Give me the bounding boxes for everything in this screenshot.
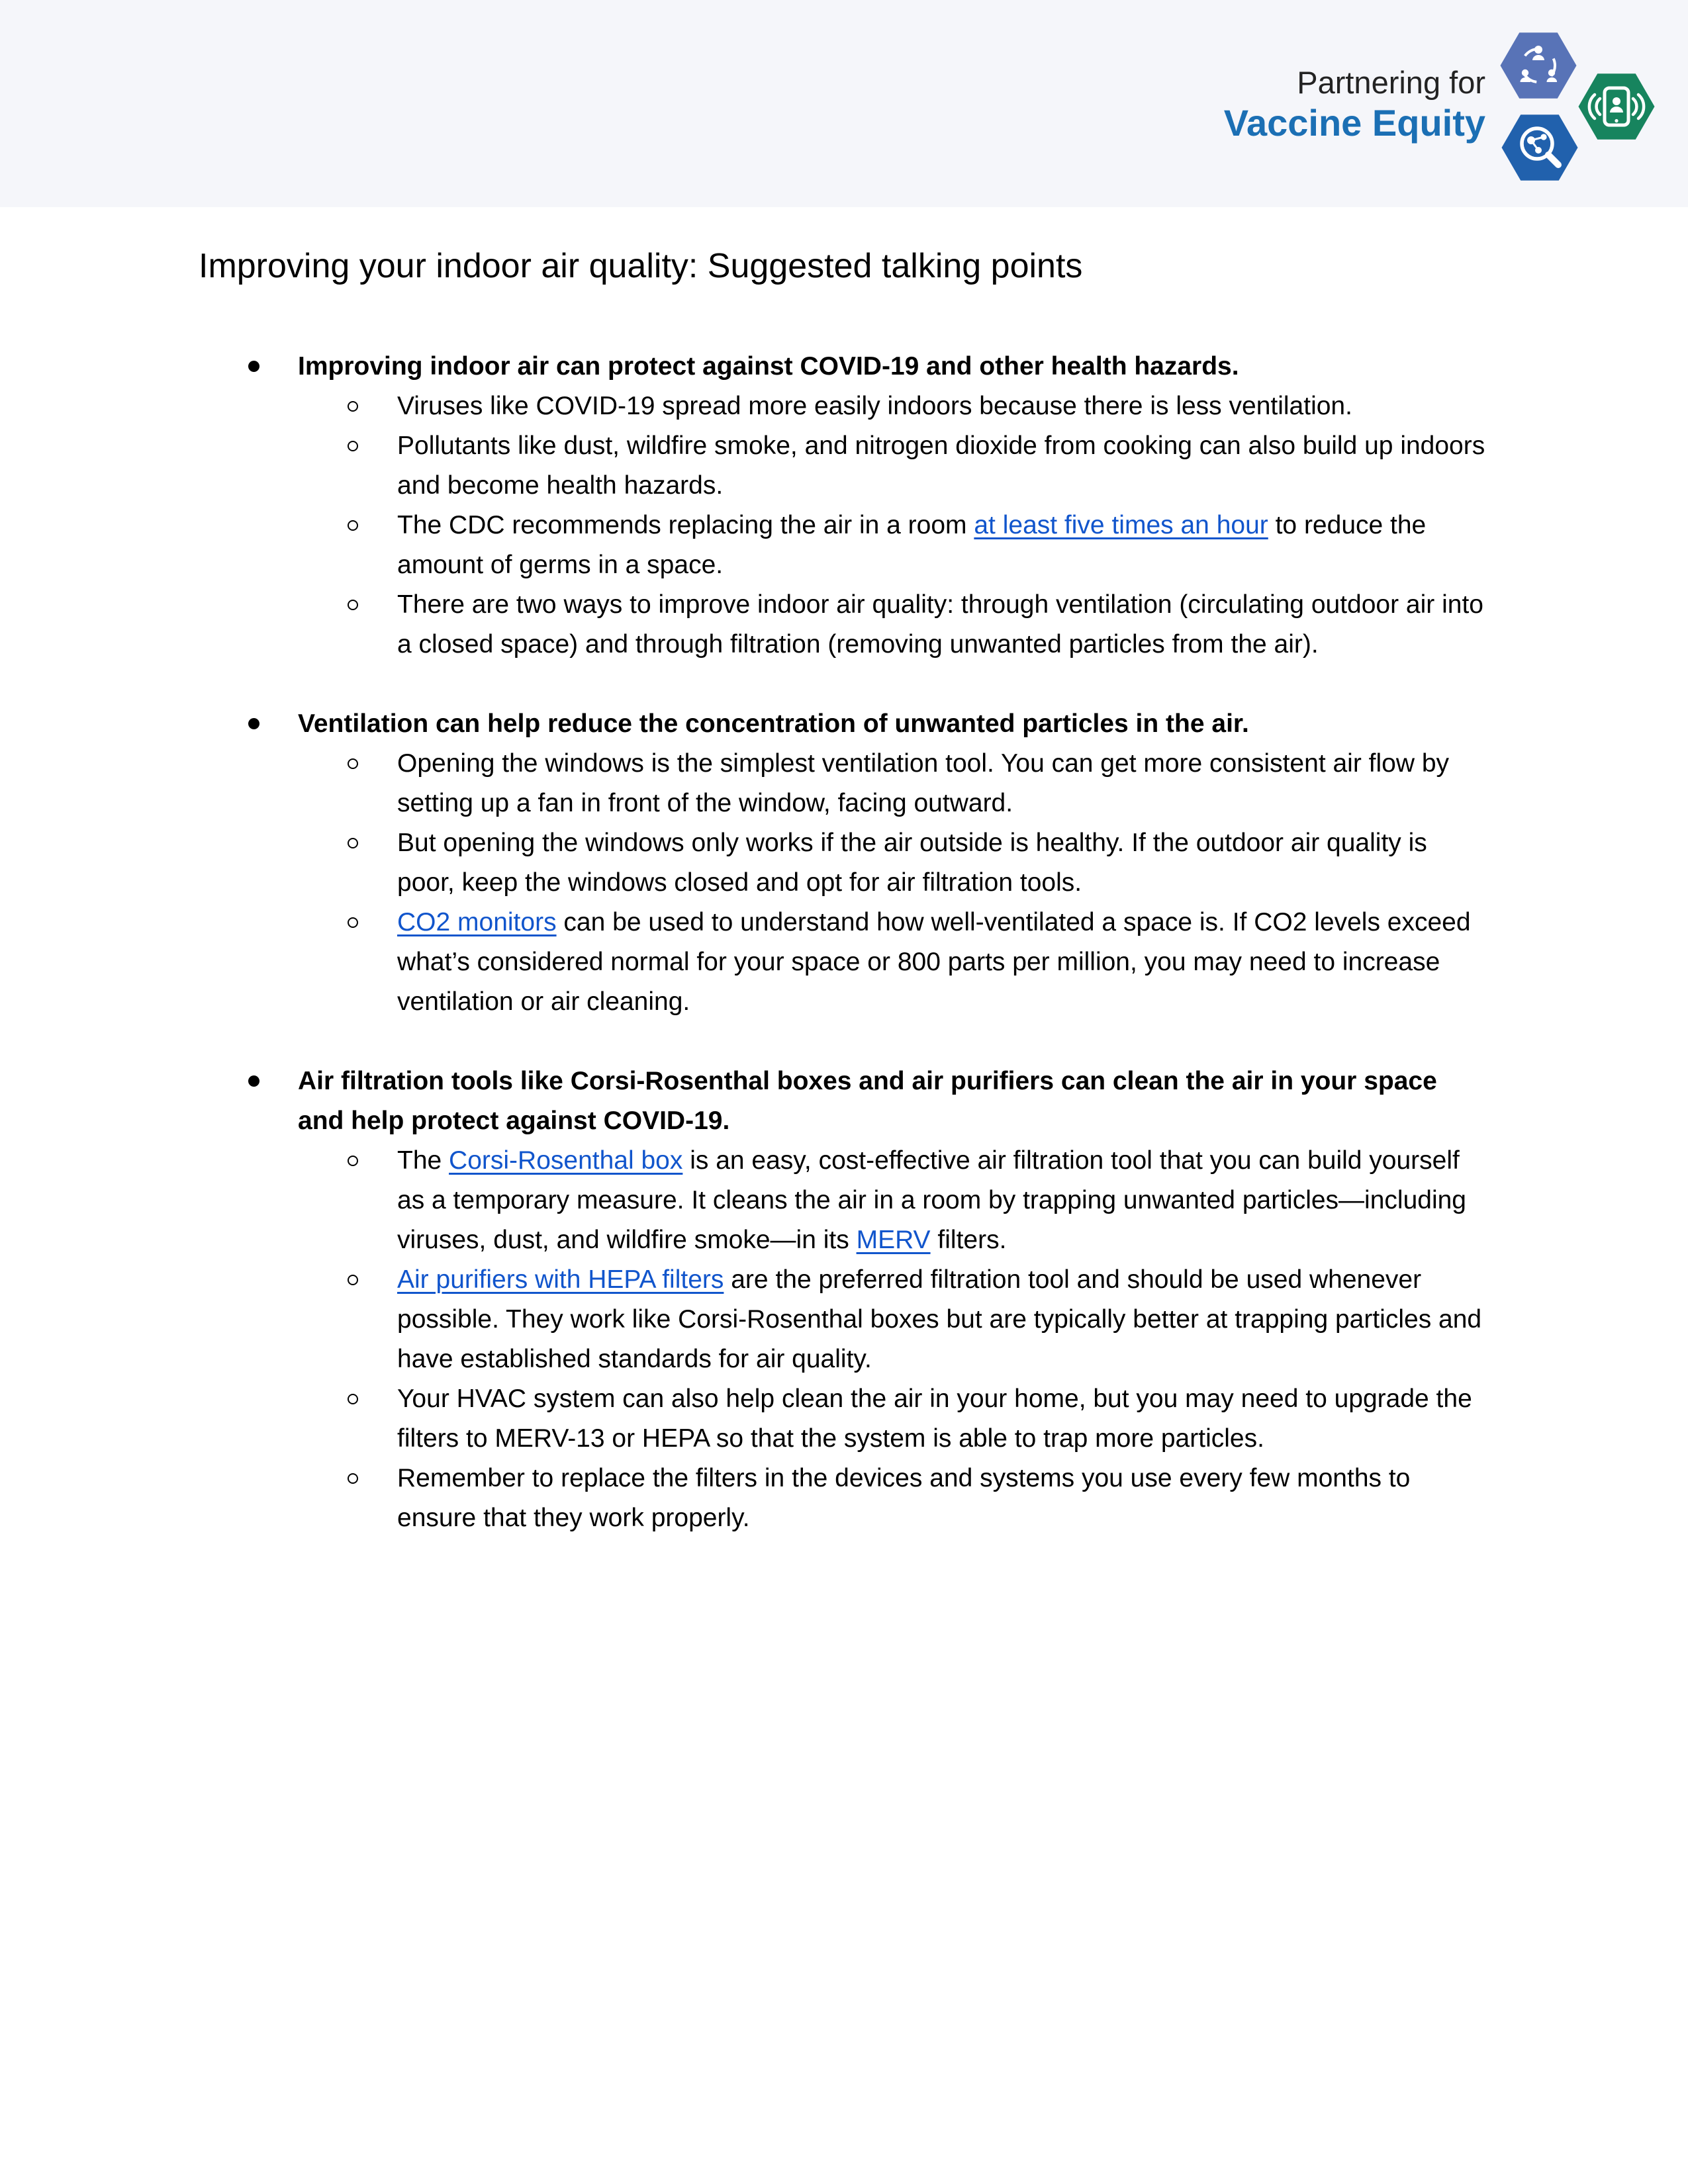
text-run: to reduce the amount of germs in a space. xyxy=(397,511,1427,579)
bullet-disc-icon xyxy=(248,361,259,372)
page-header xyxy=(0,0,1688,207)
sub-bullet-text xyxy=(397,829,1427,897)
brand-wordmark xyxy=(1224,64,1485,144)
page-title: Improving your indoor air quality: Suggested talking points xyxy=(199,247,1083,285)
sub-bullet-text xyxy=(397,1265,1481,1373)
sub-bullet-text xyxy=(397,1464,1410,1532)
bullet-circle-icon xyxy=(348,600,358,610)
sub-bullet-item xyxy=(397,744,1489,823)
bullet-circle-icon xyxy=(348,520,358,531)
section-heading-item xyxy=(298,704,1489,744)
document-body xyxy=(0,207,1688,1538)
bullet-disc-icon xyxy=(248,718,259,729)
text-run: Pollutants like dust, wildfire smoke, and nitrogen dioxide from cooking can also build up indoors and become health hazards. xyxy=(397,432,1485,500)
talking-points-list xyxy=(199,347,1489,1538)
research-magnifier-molecule-icon xyxy=(1502,114,1578,181)
talking-point-section xyxy=(199,347,1489,664)
community-people-circle-icon xyxy=(1501,32,1577,99)
section-heading: Air filtration tools like Corsi-Rosenthal boxes and air purifiers can clean the air in your space and help protect against COVID-19. xyxy=(298,1067,1437,1135)
sub-bullet-item xyxy=(397,903,1489,1022)
bullet-circle-icon xyxy=(348,441,358,451)
sub-bullet-item xyxy=(397,426,1489,506)
inline-link[interactable]: MERV xyxy=(856,1226,931,1254)
brand-line1: Partnering for xyxy=(1297,64,1485,100)
talking-point-section xyxy=(199,704,1489,1022)
sub-bullet-item xyxy=(397,823,1489,903)
bullet-circle-icon xyxy=(348,401,358,412)
text-run: Viruses like COVID-19 spread more easily indoors because there is less ventilation. xyxy=(397,392,1352,420)
bullet-circle-icon xyxy=(348,758,358,769)
sub-bullet-item xyxy=(397,1379,1489,1459)
phone-outreach-icon xyxy=(1579,73,1655,140)
sub-bullet-text xyxy=(397,1385,1472,1453)
inline-link[interactable]: at least five times an hour xyxy=(974,511,1268,539)
sub-bullet-text xyxy=(397,749,1449,817)
text-run: filters. xyxy=(930,1226,1007,1254)
inline-link[interactable]: Air purifiers with HEPA filters xyxy=(397,1265,724,1294)
sub-bullet-text xyxy=(397,908,1471,1016)
section-heading: Improving indoor air can protect against COVID-19 and other health hazards. xyxy=(298,352,1239,381)
sub-bullet-item xyxy=(397,1260,1489,1379)
bullet-circle-icon xyxy=(348,1275,358,1285)
bullet-circle-icon xyxy=(348,1156,358,1166)
text-run: Opening the windows is the simplest ventilation tool. You can get more consistent air flow by setting up a fan in front of the window, facing outward. xyxy=(397,749,1450,817)
text-run: There are two ways to improve indoor air quality: through ventilation (circulating outdoor air into a closed space) and through filtration (removing unwanted particles from the air). xyxy=(397,590,1483,659)
text-run: But opening the windows only works if the air outside is healthy. If the outdoor air quality is poor, keep the windows closed and opt for air filtration tools. xyxy=(397,829,1427,897)
text-run: are the preferred filtration tool and should be used whenever possible. They work like Corsi-Rosenthal boxes but are typically better at trapping particles and have established standards for air quality. xyxy=(397,1265,1482,1373)
text-run: can be used to understand how well-ventilated a space is. If CO2 levels exceed what’s considered normal for your space or 800 parts per million, you may need to increase ventilation or air cleaning. xyxy=(397,908,1471,1016)
section-heading-item xyxy=(298,347,1489,387)
sub-bullet-text xyxy=(397,392,1352,420)
talking-point-section xyxy=(199,1062,1489,1538)
text-run: Your HVAC system can also help clean the air in your home, but you may need to upgrade the filters to MERV-13 or HEPA so that the system is able to trap more particles. xyxy=(397,1385,1472,1453)
text-run: is an easy, cost-effective air filtration tool that you can build yourself as a temporary measure. It cleans the air in a room by trapping unwanted particles—including viruses, dust, and wildfire smoke—in its xyxy=(397,1146,1466,1254)
sub-bullet-item xyxy=(397,1141,1489,1260)
vaccine-equity-logo xyxy=(1500,24,1656,183)
sub-bullet-text xyxy=(397,511,1426,579)
text-run: The xyxy=(397,1146,449,1175)
text-run: The CDC recommends replacing the air in a room xyxy=(397,511,974,539)
bullet-circle-icon xyxy=(348,838,358,848)
sub-bullet-item xyxy=(397,387,1489,426)
bullet-circle-icon xyxy=(348,917,358,928)
sub-bullet-text xyxy=(397,590,1483,659)
brand-line2: Vaccine Equity xyxy=(1223,101,1485,144)
bullet-circle-icon xyxy=(348,1394,358,1404)
sub-bullet-item xyxy=(397,585,1489,664)
bullet-disc-icon xyxy=(248,1075,259,1087)
sub-bullet-item xyxy=(397,506,1489,585)
sub-bullet-text xyxy=(397,432,1485,500)
text-run: Remember to replace the filters in the devices and systems you use every few months to ensure that they work properly. xyxy=(397,1464,1411,1532)
section-heading-item xyxy=(298,1062,1489,1141)
bullet-circle-icon xyxy=(348,1473,358,1484)
inline-link[interactable]: CO2 monitors xyxy=(397,908,557,936)
sub-bullet-text xyxy=(397,1146,1466,1254)
inline-link[interactable]: Corsi-Rosenthal box xyxy=(449,1146,683,1175)
section-heading: Ventilation can help reduce the concentration of unwanted particles in the air. xyxy=(298,709,1249,738)
sub-bullet-item xyxy=(397,1459,1489,1538)
